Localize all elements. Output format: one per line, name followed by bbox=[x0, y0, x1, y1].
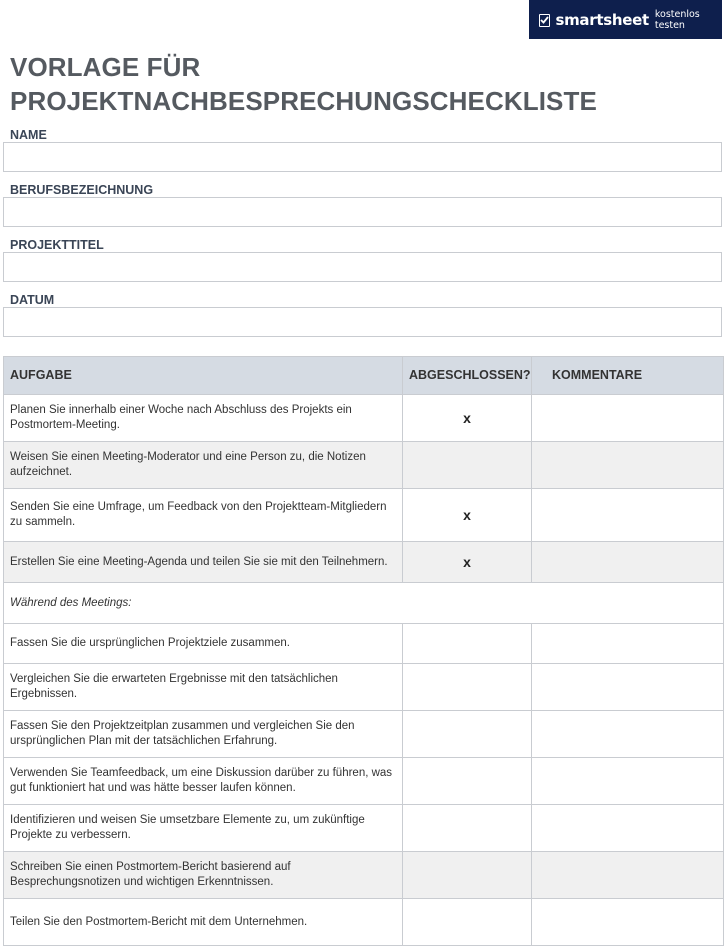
table-row bbox=[4, 711, 724, 758]
comment-cell[interactable] bbox=[532, 664, 724, 711]
section-label: Während des Meetings: bbox=[4, 583, 724, 624]
header-comments: KOMMENTARE bbox=[532, 357, 724, 395]
completed-cell[interactable] bbox=[403, 442, 532, 489]
task-cell: Weisen Sie einen Meeting-Moderator und eine Person zu, die Notizen aufzeichnet. bbox=[4, 442, 403, 489]
checklist-table bbox=[3, 356, 724, 946]
job-title-label: BERUFSBEZEICHNUNG bbox=[10, 183, 154, 197]
task-cell: Teilen Sie den Postmortem-Bericht mit dem Unternehmen. bbox=[4, 899, 403, 946]
date-field[interactable] bbox=[3, 307, 722, 337]
comment-cell[interactable] bbox=[532, 395, 724, 442]
section-row bbox=[4, 583, 724, 624]
completed-cell[interactable]: x bbox=[403, 489, 532, 542]
table-row bbox=[4, 852, 724, 899]
completed-cell[interactable] bbox=[403, 624, 532, 664]
smartsheet-trial-banner[interactable] bbox=[529, 0, 722, 39]
job-title-field[interactable] bbox=[3, 197, 722, 227]
header-completed: ABGESCHLOSSEN? bbox=[403, 357, 532, 395]
date-label: DATUM bbox=[10, 293, 55, 307]
task-cell: Identifizieren und weisen Sie umsetzbare Elemente zu, um zukünftige Projekte zu verbessern. bbox=[4, 805, 403, 852]
table-row bbox=[4, 489, 724, 542]
comment-cell[interactable] bbox=[532, 442, 724, 489]
table-row bbox=[4, 758, 724, 805]
title-line-2: PROJEKTNACHBESPRECHUNGSCHECKLISTE bbox=[10, 86, 597, 116]
comment-cell[interactable] bbox=[532, 852, 724, 899]
comment-cell[interactable] bbox=[532, 624, 724, 664]
table-row bbox=[4, 805, 724, 852]
task-cell: Senden Sie eine Umfrage, um Feedback von den Projektteam-Mitgliedern zu sammeln. bbox=[4, 489, 403, 542]
trial-link[interactable]: kostenlos testen bbox=[654, 8, 700, 31]
task-cell: Schreiben Sie einen Postmortem-Bericht basierend auf Besprechungsnotizen und wichtigen Erkenntnissen. bbox=[4, 852, 403, 899]
page-title bbox=[10, 50, 610, 118]
project-title-label: PROJEKTTITEL bbox=[10, 238, 104, 252]
task-cell: Fassen Sie die ursprünglichen Projektziele zusammen. bbox=[4, 624, 403, 664]
table-row bbox=[4, 624, 724, 664]
completed-cell[interactable] bbox=[403, 664, 532, 711]
name-field[interactable] bbox=[3, 142, 722, 172]
completed-cell[interactable] bbox=[403, 899, 532, 946]
title-line-1: VORLAGE FÜR bbox=[10, 52, 201, 82]
table-row bbox=[4, 899, 724, 946]
task-cell: Fassen Sie den Projektzeitplan zusammen und vergleichen Sie den ursprünglichen Plan mit der tatsächlichen Erfahrung. bbox=[4, 711, 403, 758]
comment-cell[interactable] bbox=[532, 489, 724, 542]
table-row bbox=[4, 395, 724, 442]
completed-cell[interactable]: x bbox=[403, 542, 532, 583]
task-cell: Planen Sie innerhalb einer Woche nach Abschluss des Projekts ein Postmortem-Meeting. bbox=[4, 395, 403, 442]
comment-cell[interactable] bbox=[532, 899, 724, 946]
completed-cell[interactable] bbox=[403, 758, 532, 805]
comment-cell[interactable] bbox=[532, 758, 724, 805]
table-row bbox=[4, 664, 724, 711]
checkmark-logo-icon bbox=[539, 14, 550, 27]
table-row bbox=[4, 442, 724, 489]
task-cell: Vergleichen Sie die erwarteten Ergebnisse mit den tatsächlichen Ergebnissen. bbox=[4, 664, 403, 711]
header-task: AUFGABE bbox=[4, 357, 403, 395]
task-cell: Erstellen Sie eine Meeting-Agenda und teilen Sie sie mit den Teilnehmern. bbox=[4, 542, 403, 583]
comment-cell[interactable] bbox=[532, 805, 724, 852]
completed-cell[interactable]: x bbox=[403, 395, 532, 442]
table-header-row bbox=[4, 357, 724, 395]
completed-cell[interactable] bbox=[403, 711, 532, 758]
project-title-field[interactable] bbox=[3, 252, 722, 282]
comment-cell[interactable] bbox=[532, 711, 724, 758]
brand-name: smartsheet bbox=[555, 10, 649, 29]
completed-cell[interactable] bbox=[403, 805, 532, 852]
comment-cell[interactable] bbox=[532, 542, 724, 583]
task-cell: Verwenden Sie Teamfeedback, um eine Diskussion darüber zu führen, was gut funktioniert hat und was hätte besser laufen können. bbox=[4, 758, 403, 805]
completed-cell[interactable] bbox=[403, 852, 532, 899]
name-label: NAME bbox=[10, 128, 47, 142]
table-row bbox=[4, 542, 724, 583]
